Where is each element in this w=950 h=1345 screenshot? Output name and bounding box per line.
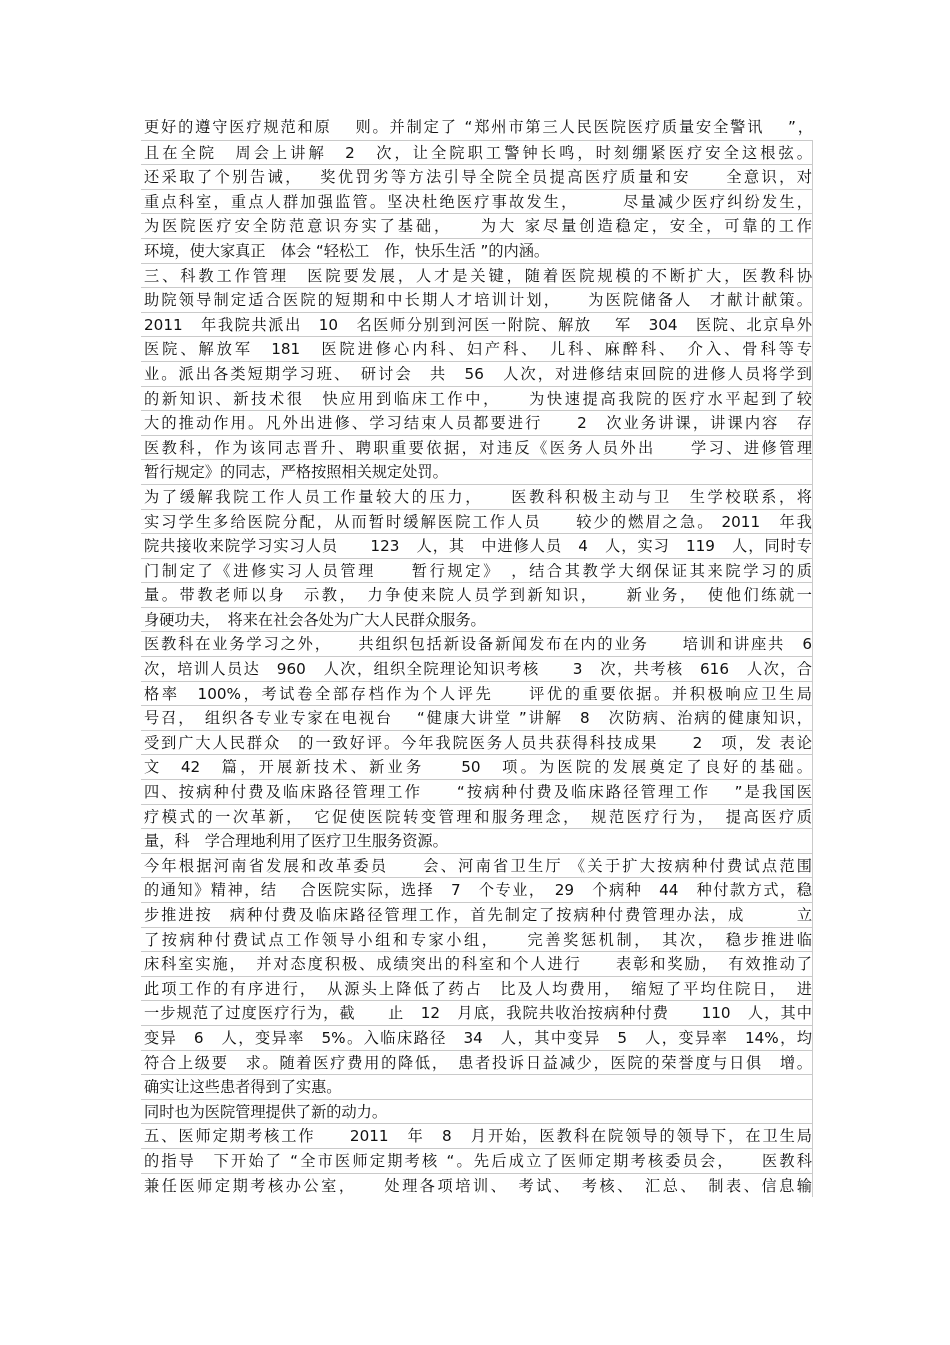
- text-line: 同时也为医院管理提供了新的动力。: [141, 1099, 813, 1124]
- text-line: 文 42 篇，开展新技术、新业务 50 项。为医院的发展奠定了良好的基础。: [141, 754, 813, 779]
- text-line: 实习学生多给医院分配，从而暂时缓解医院工作人员 较少的燃眉之急。 2011 年我: [141, 509, 813, 534]
- text-line: 身硬功夫， 将来在社会各处为广大人民群众服务。: [141, 607, 813, 632]
- text-line: 大的推动作用。凡外出进修、学习结束人员都要进行 2 次业务讲课，讲课内容 存: [141, 410, 813, 435]
- text-line: 符合上级要 求。随着医疗费用的降低， 患者投诉日益减少，医院的荣誉度与日俱 增。: [141, 1050, 813, 1075]
- text-line: 疗模式的一次革新， 它促使医院转变管理和服务理念， 规范医疗行为， 提高医疗质: [141, 804, 813, 829]
- text-line: 医院、解放军 181 医院进修心内科、妇产科、 儿科、麻醉科、 介入、骨科等专: [141, 336, 813, 361]
- text-line: 环境，使大家真正 体会 “轻松工 作，快乐生活 ”的内涵。: [141, 238, 813, 263]
- text-line: 确实让这些患者得到了实惠。: [141, 1074, 813, 1099]
- text-line: 一步规范了过度医疗行为，截 止 12 月底，我院共收治按病种付费 110 人，其中: [141, 1000, 813, 1025]
- text-line: 暂行规定》的同志，严格按照相关规定处罚。: [141, 459, 813, 484]
- text-line: 的指导 下开始了 “全市医师定期考核 “。先后成立了医师定期考核委员会， 医教科: [141, 1148, 813, 1173]
- text-line: 今年根据河南省发展和改革委员 会、河南省卫生厅 《关于扩大按病种付费试点范围: [141, 853, 813, 878]
- text-line: 受到广大人民群众 的一致好评。今年我院医务人员共获得科技成果 2 项，发 表论: [141, 730, 813, 755]
- text-line: 号召， 组织各专业专家在电视台 “健康大讲堂 ”讲解 8 次防病、治病的健康知识，: [141, 705, 813, 730]
- text-line: 2011 年我院共派出 10 名医师分别到河医一附院、解放 军 304 医院、北京阜外: [141, 312, 813, 337]
- text-line: 此项工作的有序进行， 从源头上降低了药占 比及人均费用， 缩短了平均住院日， 进: [141, 976, 813, 1001]
- text-line: 医教科，作为该同志晋升、聘职重要依据，对违反《医务人员外出 学习、进修管理: [141, 435, 813, 460]
- text-line: 次，培训人员达 960 人次，组织全院理论知识考核 3 次，共考核 616 人次，合: [141, 656, 813, 681]
- text-line: 为了缓解我院工作人员工作量较大的压力， 医教科积极主动与卫 生学校联系，将: [141, 484, 813, 509]
- text-line: 变异 6 人，变异率 5%。入临床路径 34 人，其中变异 5 人，变异率 14%，均: [141, 1025, 813, 1050]
- text-line: 医教科在业务学习之外， 共组织包括新设备新闻发布在内的业务 培训和讲座共 6: [141, 631, 813, 656]
- section-heading-line: 四、按病种付费及临床路径管理工作 “按病种付费及临床路径管理工作 ”是我国医: [141, 779, 813, 804]
- text-line: 重点科室，重点人群加强监管。坚决杜绝医疗事故发生， 尽量减少医疗纠纷发生，: [141, 189, 813, 214]
- text-line: 的新知识、新技术很 快应用到临床工作中， 为快速提高我院的医疗水平起到了较: [141, 386, 813, 411]
- text-line: 床科室实施， 并对态度积极、成绩突出的科室和个人进行 表彰和奖励， 有效推动了: [141, 951, 813, 976]
- text-line: 院共接收来院学习实习人员 123 人，其 中进修人员 4 人，实习 119 人，同时专: [141, 533, 813, 558]
- text-line: 量，科 学合理地利用了医疗卫生服务资源。: [141, 828, 813, 853]
- text-line: 的通知》精神，结 合医院实际，选择 7 个专业， 29 个病种 44 种付款方式，稳: [141, 877, 813, 902]
- text-line: 助院领导制定适合医院的短期和中长期人才培训计划， 为医院储备人 才献计献策。: [141, 287, 813, 312]
- text-line: 门制定了《进修实习人员管理 暂行规定》 ，结合其教学大纲保证其来院学习的质: [141, 558, 813, 583]
- text-line: 还采取了个别告诫， 奖优罚劣等方法引导全院全员提高医疗质量和安 全意识，对: [141, 164, 813, 189]
- document-body: [141, 115, 813, 1197]
- text-line: 格率 100%，考试卷全部存档作为个人评先 评优的重要依据。并积极响应卫生局: [141, 681, 813, 706]
- text-line: 业。派出各类短期学习班、 研讨会 共 56 人次，对进修结束回院的进修人员将学到: [141, 361, 813, 386]
- text-line: 为医院医疗安全防范意识夯实了基础， 为大 家尽量创造稳定，安全，可靠的工作: [141, 213, 813, 238]
- section-heading-line: 三、科教工作管理 医院要发展，人才是关键，随着医院规模的不断扩大，医教科协: [141, 263, 813, 288]
- text-line: 量。带教老师以身 示教， 力争使来院人员学到新知识， 新业务， 使他们练就一: [141, 582, 813, 607]
- text-line: 更好的遵守医疗规范和原 则。并制定了 “郑州市第三人民医院医疗质量安全警讯 ”，: [144, 118, 813, 136]
- text-line: 步推进按 病种付费及临床路径管理工作，首先制定了按病种付费管理办法，成 立: [141, 902, 813, 927]
- text-line: 且在全院 周会上讲解 2 次，让全院职工警钟长鸣，时刻绷紧医疗安全这根弦。: [141, 140, 813, 165]
- text-line: 兼任医师定期考核办公室， 处理各项培训、 考试、 考核、 汇总、 制表、信息输: [141, 1173, 813, 1198]
- section-heading-line: 五、医师定期考核工作 2011 年 8 月开始，医教科在院领导的领导下，在卫生局: [141, 1123, 813, 1148]
- text-line: 了按病种付费试点工作领导小组和专家小组， 完善奖惩机制， 其次， 稳步推进临: [141, 927, 813, 952]
